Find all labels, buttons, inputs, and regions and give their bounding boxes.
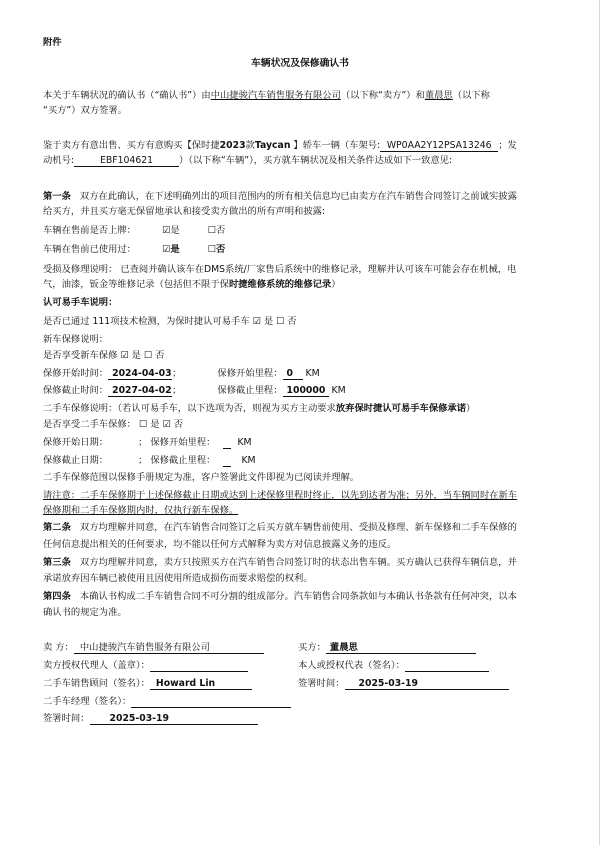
consultant-row: 二手车销售顾问（签名）： Howard Lin — [43, 678, 252, 690]
article3-line-1: 第三条 双方均理解并同意，卖方只按照买方在汽车销售合同签订时的状态出售车辆。买方确认已获得车辆信息，并 — [43, 557, 517, 568]
document-title: 车辆状况及保修确认书 — [251, 58, 349, 69]
consultant-signature-field: Howard Lin — [150, 678, 252, 690]
article2-line-2: 任何信息提出相关的任何要求，均不能以任何方式解释为卖方对信息披露义务的违反。 — [43, 539, 397, 550]
plated-yes-checkbox[interactable]: ☑是 — [161, 225, 180, 236]
manager-row: 二手车经理（签名）： — [43, 696, 291, 708]
notice-line-2: 保修期和二手车保修期内时，仅执行新车保修。 — [43, 505, 239, 516]
damage-line-2: 气，油漆，钣金等维修记录（包括但不限于保时捷维修系统的维修记录） — [43, 279, 341, 290]
sign-time-row: 签署时间： 2025-03-19 — [298, 678, 509, 690]
article4-line-2: 确认书的规定为准。 — [43, 607, 127, 618]
used-no-checkbox[interactable]: ☐否 — [207, 244, 226, 255]
newcar-enjoy: 是否享受新车保修 ☑ 是 ☐ 否 — [43, 350, 165, 361]
article1-label: 第一条 — [43, 191, 71, 202]
buyer-signature-row: 买方： 董晨思 — [298, 642, 476, 654]
vehicle-line-2: 动机号: EBF104621 ）（以下称“车辆”），买方就车辆状况及相关条件达成如下一致意见: — [43, 155, 453, 166]
damage-line-1: 受损及修理说明： 已查阅并确认该车在DMS系统/厂家售后系统中的维修记录，理解并认可该车可能会存在机械，电 — [43, 264, 517, 275]
seller-signature-row: 卖 方： 中山捷骏汽车销售服务有限公司 — [43, 642, 264, 654]
warranty-end-mileage: 100000 — [283, 385, 329, 397]
warranty-start-mileage: 0 — [283, 368, 303, 380]
buyer-signature-field: 董晨思 — [326, 642, 476, 654]
cpo-heading: 认可易手车说明： — [43, 297, 118, 308]
seller-agent-row: 卖方授权代理人（盖章）： — [43, 660, 248, 672]
warranty-end-time: 2027-04-02 — [108, 385, 172, 397]
article2-line-1: 第二条 双方均理解并同意，在汽车销售合同签订之后买方就车辆售前使用、受损及修理、新车保修和二手车保修的 — [43, 522, 517, 533]
notice-line-1: 请注意：二手车保修期于上述保修截止日期或达到上述保修里程时终止，以先到达者为准；另外，当车辆同时在新车 — [43, 490, 518, 501]
buyer-name: 董晨思 — [424, 90, 453, 101]
plated-question: 车辆在售前是否上牌： ☑是 ☐否 — [43, 225, 226, 236]
warranty-end-line: 保修截止时间： 2027-04-02； 保修截止里程： 100000 KM — [43, 385, 346, 396]
newcar-heading: 新车保修说明： — [43, 334, 109, 345]
cpo-check-line: 是否已通过 111项技术检测，为保时捷认可易手车 ☑ 是 ☐ 否 — [43, 316, 297, 327]
intro-line-1: 本关于车辆状况的确认书（“确认书”）由中山捷骏汽车销售服务有限公司（以下称“卖方”）和董晨思（以下称 — [43, 90, 490, 101]
article3-line-2: 承诺放弃因车辆已被使用且因使用所造成损伤而要求赔偿的权利。 — [43, 573, 313, 584]
used-warranty-heading: 二手车保修说明：（若认可易手车，以下选项为否，则视为买方主动要求放弃保时捷认可易手车保修承诺） — [43, 403, 476, 414]
used-warranty-end-line: 保修截止日期： ； 保修截止里程： KM — [43, 455, 256, 466]
warranty-start-line: 保修开始时间： 2024-04-03； 保修开始里程： 0 KM — [43, 368, 320, 379]
manager-signature-field — [131, 696, 291, 708]
seller-name: 中山捷骏汽车销售服务有限公司 — [210, 90, 341, 101]
vin-field: WP0AA2Y12PSA13246 — [380, 140, 498, 152]
used-question: 车辆在售前已使用过： ☑是 ☐否 — [43, 244, 226, 255]
buyer-agent-row: 本人或授权代表（签名）： — [298, 660, 489, 672]
attachment-label: 附件 — [43, 37, 62, 48]
sign-time2-field: 2025-03-19 — [90, 713, 258, 725]
article4-line-1: 第四条 本确认书构成二手车销售合同不可分割的组成部分。汽车销售合同条款如与本确认书条款有任何冲突，以本 — [43, 591, 517, 602]
vehicle-line-1: 鉴于卖方有意出售、买方有意购买【保时捷2023款Taycan 】轿车一辆（车架号: WP0AA2Y12PSA13246 ；发 — [43, 140, 517, 151]
intro-line-2: “买方”）双方签署。 — [43, 105, 128, 116]
sign-time-field: 2025-03-19 — [345, 678, 509, 690]
article1-line-1: 第一条 双方在此确认，在下述明确列出的项目范围内的所有相关信息均已由卖方在汽车销售合同签订之前诚实披露 — [43, 191, 517, 202]
vehicle-model: Taycan — [254, 140, 291, 151]
buyer-agent-field — [405, 660, 489, 672]
article1-line-2: 给买方，并且买方毫无保留地承认和接受卖方做出的所有声明和披露: — [43, 206, 326, 217]
warranty-start-time: 2024-04-03 — [108, 368, 172, 380]
plated-no-checkbox[interactable]: ☐否 — [207, 225, 226, 236]
seller-signature-field: 中山捷骏汽车销售服务有限公司 — [74, 642, 264, 654]
used-yes-checkbox[interactable]: ☑是 — [161, 244, 180, 255]
sign-time2-row: 签署时间： 2025-03-19 — [43, 713, 258, 725]
used-warranty-start-line: 保修开始日期： ； 保修开始里程： KM — [43, 437, 252, 448]
engine-number-field: EBF104621 — [74, 155, 179, 167]
seller-agent-field — [150, 660, 248, 672]
used-warranty-scope: 二手车保修范围以保修手册规定为准，客户签署此文件即视为已阅读并理解。 — [43, 472, 360, 483]
used-warranty-enjoy: 是否享受二手车保修： ☐ 是 ☑ 否 — [43, 419, 184, 430]
